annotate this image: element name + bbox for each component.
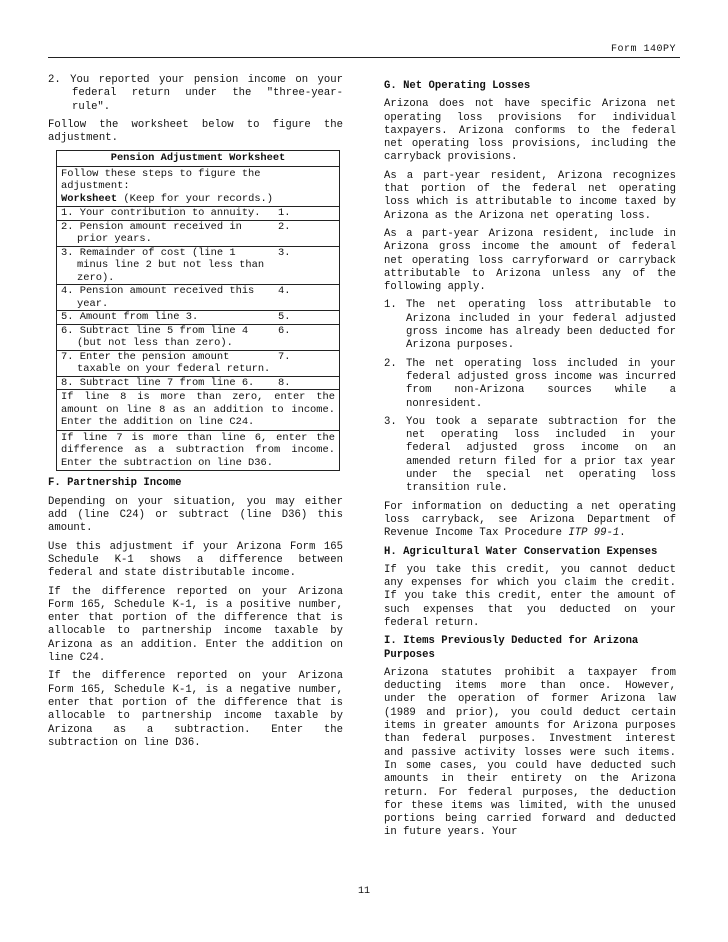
worksheet-row-line: 6. [278, 324, 291, 337]
section-i-paragraph: Arizona statutes prohibit a taxpayer from deducting items more than once. However, under the operation of former Arizona law (1989 and prior), you could deduct certain items in greater amounts for Arizona purposes than federal purposes. Investment interest and passive activity losses were such items. In some cases, you could have deducted such amounts in their entirety on the Arizona return. For federal purposes, the deduction for these items was limited, with the unused portions being carried forward and deducted in future years. Your [384, 666, 676, 839]
section-f-paragraph: If the difference reported on your Arizona Form 165, Schedule K-1, is a negative number, enter that portion of the difference that is allocable to partnership income taxable by Arizona as a subtraction. Enter the subtraction on line D36. [48, 670, 343, 749]
section-f-heading: F. Partnership Income [48, 477, 182, 490]
worksheet-row-desc: 3. Remainder of cost (line 1 minus line 2 but not less than zero). [61, 246, 265, 284]
section-h-paragraph: If you take this credit, you cannot deduct any expenses for which you claim the credit. If you take this credit, enter the amount of such expenses that you deducted on your federal return. [384, 563, 676, 629]
list-item-text: The net operating loss included in your federal adjusted gross income was incurred from non-Arizona sources while a nonresident. [406, 357, 676, 410]
pension-item-2: 2. You reported your pension income on your federal return under the "three-year-rule". [48, 74, 343, 113]
section-h-heading: H. Agricultural Water Conservation Expenses [384, 545, 658, 558]
worksheet-row [57, 221, 339, 247]
worksheet-row [57, 285, 339, 311]
section-g-list-item [384, 358, 676, 411]
worksheet-row-line: 8. [278, 376, 291, 389]
follow-worksheet-text: Follow the worksheet below to figure the adjustment. [48, 118, 343, 145]
list-item-text: You took a separate subtraction for the net operating loss included in your federal adjusted gross income on an amended return filed for a prior tax year under the special net operating loss transition rule. [406, 415, 676, 495]
worksheet-row-desc: 7. Enter the pension amount taxable on your federal return. [61, 350, 271, 376]
worksheet-row-desc: 6. Subtract line 5 from line 4 (but not less than zero). [61, 324, 249, 350]
right-column [384, 74, 676, 845]
section-f-paragraph: Depending on your situation, you may either add (line C24) or subtract (line D36) this amount. [48, 495, 343, 535]
worksheet-row [57, 325, 339, 351]
worksheet-row-line: 3. [278, 246, 291, 259]
worksheet-row-line: 4. [278, 285, 291, 298]
worksheet-row [57, 311, 339, 325]
page-number: 11 [357, 886, 370, 897]
list-item-number: 3. [384, 415, 397, 428]
header-rule [48, 57, 680, 58]
list-item-number: 1. [384, 299, 397, 312]
worksheet-intro [57, 167, 339, 208]
worksheet-note-addition: If line 8 is more than zero, enter the amount on line 8 as an addition to income. Enter the addition on line C24. [57, 390, 339, 431]
section-f-paragraph: If the difference reported on your Arizona Form 165, Schedule K-1, is a positive number, enter that portion of the difference that is allocable to partnership income taxable by Arizona as an addition. Enter the addition on line C24. [48, 585, 343, 665]
worksheet-row [57, 207, 339, 221]
worksheet-row [57, 351, 339, 377]
section-g-paragraph: Arizona does not have specific Arizona net operating loss provisions for individual taxpayers. Arizona conforms to the federal net operating loss provisions, including the carryback provisions. [384, 98, 676, 164]
worksheet-row-desc: 4. Pension amount received this year. [61, 285, 255, 310]
worksheet-note-subtraction: If line 7 is more than line 6, enter the difference as a subtraction from income. Enter the subtraction on line D36. [61, 431, 335, 469]
itp-reference-code: ITP 99-1 [568, 527, 620, 540]
section-g-paragraph [384, 501, 676, 541]
worksheet-row [57, 247, 339, 286]
worksheet-row [57, 377, 339, 391]
worksheet-row-desc: 2. Pension amount received in prior years. [61, 220, 242, 246]
form-label: Form 140PY [610, 44, 676, 55]
worksheet-row-line: 1. [278, 207, 291, 220]
left-column [48, 74, 343, 755]
itp-reference-end: . [619, 527, 626, 540]
worksheet-row-desc: 5. Amount from line 3. [61, 311, 199, 324]
list-item-text: The net operating loss attributable to Arizona included in your federal adjusted gross income has already been deducted for Arizona purposes. [406, 299, 676, 352]
worksheet-intro-bold: Worksheet [61, 192, 118, 205]
section-g-list-item [384, 416, 676, 496]
worksheet-intro-text: Follow these steps to figure the adjustment: [61, 167, 261, 193]
section-g-paragraph: As a part-year Arizona resident, include in Arizona gross income the amount of federal net operating loss carryforward or carryback attributable to Arizona unless any of the following apply. [384, 227, 676, 294]
list-item-number: 2. [384, 357, 397, 370]
section-g-list-item [384, 299, 676, 352]
itp-reference-text: For information on deducting a net operating loss carryback, see Arizona Department of Revenue Income Tax Procedure [384, 500, 676, 540]
section-g-paragraph: As a part-year resident, Arizona recognizes that portion of the federal net operating loss which is attributable to income taxed by Arizona as the Arizona net operating loss. [384, 169, 676, 222]
pension-adjustment-worksheet [56, 150, 340, 471]
worksheet-row-line: 7. [278, 350, 291, 363]
worksheet-row-desc: 8. Subtract line 7 from line 6. [61, 376, 255, 389]
worksheet-title: Pension Adjustment Worksheet [57, 151, 339, 167]
worksheet-row-line: 5. [278, 311, 291, 324]
worksheet-row-desc: 1. Your contribution to annuity. [61, 207, 261, 220]
worksheet-intro-note: (Keep for your records.) [123, 192, 274, 205]
section-g-heading: G. Net Operating Losses [384, 80, 531, 92]
worksheet-row-line: 2. [278, 220, 291, 233]
section-i-heading: I. Items Previously Deducted for Arizona Purposes [384, 635, 639, 661]
section-f-paragraph: Use this adjustment if your Arizona Form 165 Schedule K-1 shows a difference between federal and state distributable income. [48, 540, 343, 580]
